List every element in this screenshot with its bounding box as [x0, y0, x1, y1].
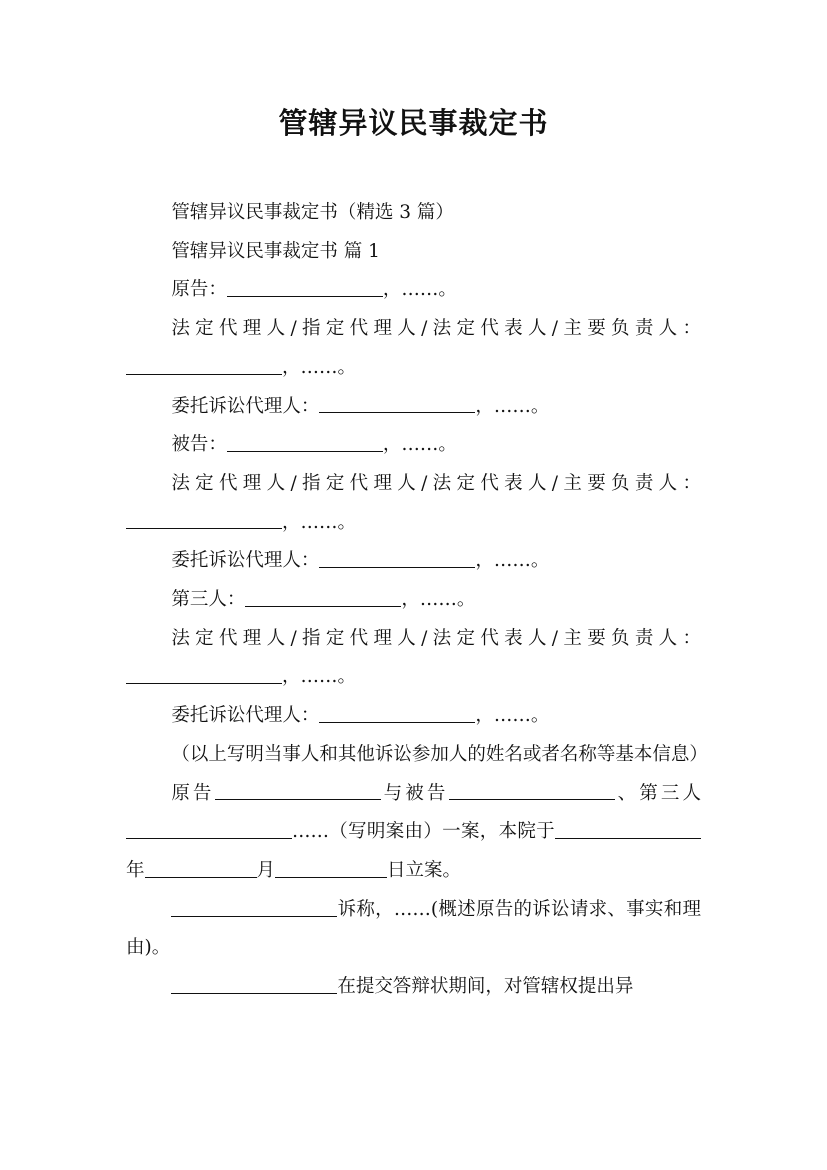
- label-defendant: 被告：: [171, 434, 227, 456]
- paragraph-plaintiff-agent: [126, 388, 701, 427]
- label-agent: 委托诉讼代理人：: [171, 395, 320, 417]
- text-year: 年: [126, 859, 145, 881]
- fill-blank: [171, 975, 337, 994]
- fill-blank: [319, 704, 475, 723]
- paragraph-case-filing: [126, 775, 701, 891]
- ellipsis-text: ，……。: [282, 511, 357, 533]
- text-plaintiff: 原告: [171, 782, 215, 804]
- paragraph-plaintiff: [126, 271, 701, 310]
- label-representative: 法定代理人/指定代理人/法定代表人/主要负责人：: [171, 472, 701, 494]
- text-claim: 诉称，……(概述原告的诉讼请求、事实和理由)。: [126, 898, 701, 959]
- label-third-party: 第三人：: [171, 589, 246, 611]
- fill-blank: [126, 821, 292, 840]
- ellipsis-text: ，……。: [475, 395, 550, 417]
- fill-blank: [215, 782, 381, 801]
- label-agent: 委托诉讼代理人：: [171, 550, 320, 572]
- label-representative: 法定代理人/指定代理人/法定代表人/主要负责人：: [171, 318, 701, 340]
- fill-blank: [126, 666, 282, 685]
- text-objection: 在提交答辩状期间，对管辖权提出异: [337, 976, 634, 998]
- paragraph-defendant: [126, 426, 701, 465]
- fill-blank: [449, 782, 615, 801]
- paragraph-third-party: [126, 581, 701, 620]
- document-title: 管辖异议民事裁定书: [278, 106, 549, 140]
- label-plaintiff: 原告：: [171, 279, 227, 301]
- fill-blank: [319, 550, 475, 569]
- text-month: 月: [256, 859, 276, 881]
- ellipsis-text: ，……。: [475, 550, 550, 572]
- text-and-defendant: 与被告: [380, 782, 449, 804]
- fill-blank: [227, 279, 383, 298]
- fill-blank: [275, 859, 387, 878]
- paragraph-third-party-agent: [126, 697, 701, 736]
- label-agent: 委托诉讼代理人：: [171, 705, 320, 727]
- ellipsis-text: ，……。: [382, 434, 457, 456]
- label-representative: 法定代理人/指定代理人/法定代表人/主要负责人：: [171, 627, 701, 649]
- ellipsis-text: ，……。: [282, 356, 357, 378]
- paragraph-section-title: 管辖异议民事裁定书 篇 1: [171, 240, 380, 262]
- ellipsis-text: ，……。: [475, 705, 550, 727]
- fill-blank: [126, 511, 282, 530]
- text-day: 日立案。: [387, 859, 462, 881]
- fill-blank: [227, 434, 383, 453]
- document-body: [126, 194, 708, 1007]
- paragraph-defendant-agent: [126, 542, 701, 581]
- paragraph-claim: [126, 891, 701, 968]
- text-case-cause: ……（写明案由）一案，本院于: [292, 821, 555, 843]
- paragraph-objection: [126, 968, 701, 1007]
- paragraph-note: （以上写明当事人和其他诉讼参加人的姓名或者名称等基本信息）: [171, 743, 708, 765]
- paragraph-third-party-representative: [126, 620, 701, 697]
- fill-blank: [555, 821, 701, 840]
- ellipsis-text: ，……。: [282, 666, 357, 688]
- ellipsis-text: ，……。: [382, 279, 457, 301]
- fill-blank: [319, 395, 475, 414]
- fill-blank: [171, 898, 337, 917]
- text-third-party: 、第三人: [614, 782, 701, 804]
- fill-blank: [126, 356, 282, 375]
- paragraph-defendant-representative: [126, 465, 701, 542]
- fill-blank: [245, 588, 401, 607]
- paragraph-heading: 管辖异议民事裁定书（精选 3 篇）: [171, 202, 454, 223]
- ellipsis-text: ，……。: [401, 589, 476, 611]
- fill-blank: [145, 859, 257, 878]
- paragraph-plaintiff-representative: [126, 310, 701, 387]
